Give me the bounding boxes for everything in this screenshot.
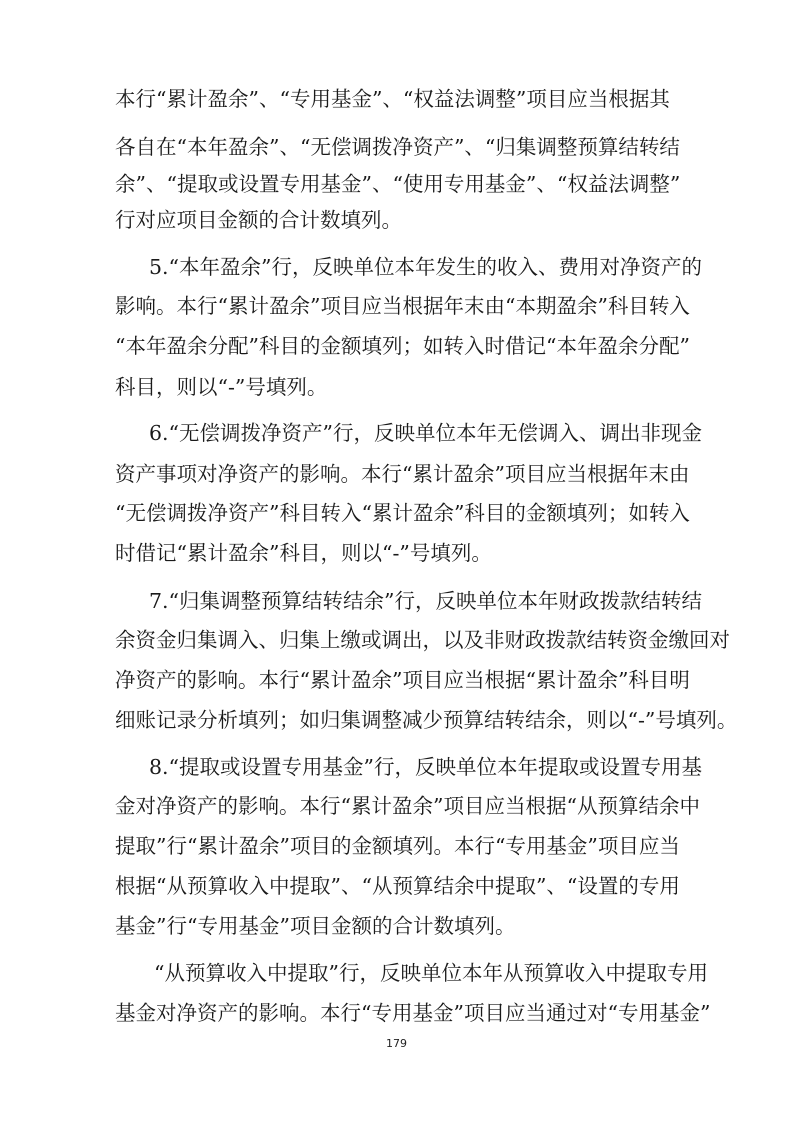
text-line: 基金对净资产的影响。本行“专用基金”项目应当通过对“专用基金” (115, 1001, 711, 1025)
text-line: 提取”行“累计盈余”项目的金额填列。本行“专用基金”项目应当 (115, 834, 680, 858)
text-line: 各自在“本年盈余”、“无偿调拨净资产”、“归集调整预算结转结 (115, 135, 680, 159)
text-line: “从预算收入中提取”行，反映单位本年从预算收入中提取专用 (154, 961, 708, 985)
text-line: 8.“提取或设置专用基金”行，反映单位本年提取或设置专用基 (149, 755, 703, 779)
text-line: “无偿调拨净资产”科目转入“累计盈余”科目的金额填列；如转入 (115, 501, 690, 525)
text-line: 基金”行“专用基金”项目金额的合计数填列。 (115, 914, 516, 938)
text-line: 余”、“提取或设置专用基金”、“使用专用基金”、“权益法调整” (115, 172, 681, 196)
text-line: 资产事项对净资产的影响。本行“累计盈余”项目应当根据年末由 (115, 462, 690, 486)
text-line: 净资产的影响。本行“累计盈余”项目应当根据“累计盈余”科目明 (115, 668, 690, 692)
text-line: 7.“归集调整预算结转结余”行，反映单位本年财政拨款结转结 (149, 589, 703, 613)
text-line: 行对应项目金额的合计数填列。 (115, 208, 402, 232)
text-line: 6.“无偿调拨净资产”行，反映单位本年无偿调入、调出非现金 (149, 421, 703, 445)
text-line: 余资金归集调入、归集上缴或调出，以及非财政拨款结转资金缴回对 (115, 628, 730, 652)
text-line: 影响。本行“累计盈余”项目应当根据年末由“本期盈余”科目转入 (115, 294, 690, 318)
text-line: 金对净资产的影响。本行“累计盈余”项目应当根据“从预算结余中 (115, 794, 700, 818)
text-line: 根据“从预算收入中提取”、“从预算结余中提取”、“设置的专用 (115, 874, 680, 898)
text-line: 科目，则以“-”号填列。 (115, 375, 328, 399)
text-line: 本行“累计盈余”、“专用基金”、“权益法调整”项目应当根据其 (115, 87, 670, 111)
text-line: 细账记录分析填列；如归集调整减少预算结转结余，则以“-”号填列。 (115, 708, 738, 732)
page-number: 179 (386, 1037, 407, 1050)
text-line: “本年盈余分配”科目的金额填列；如转入时借记“本年盈余分配” (115, 334, 690, 358)
text-line: 时借记“累计盈余”科目，则以“-”号填列。 (115, 541, 492, 565)
text-line: 5.“本年盈余”行，反映单位本年发生的收入、费用对净资产的 (149, 255, 703, 279)
